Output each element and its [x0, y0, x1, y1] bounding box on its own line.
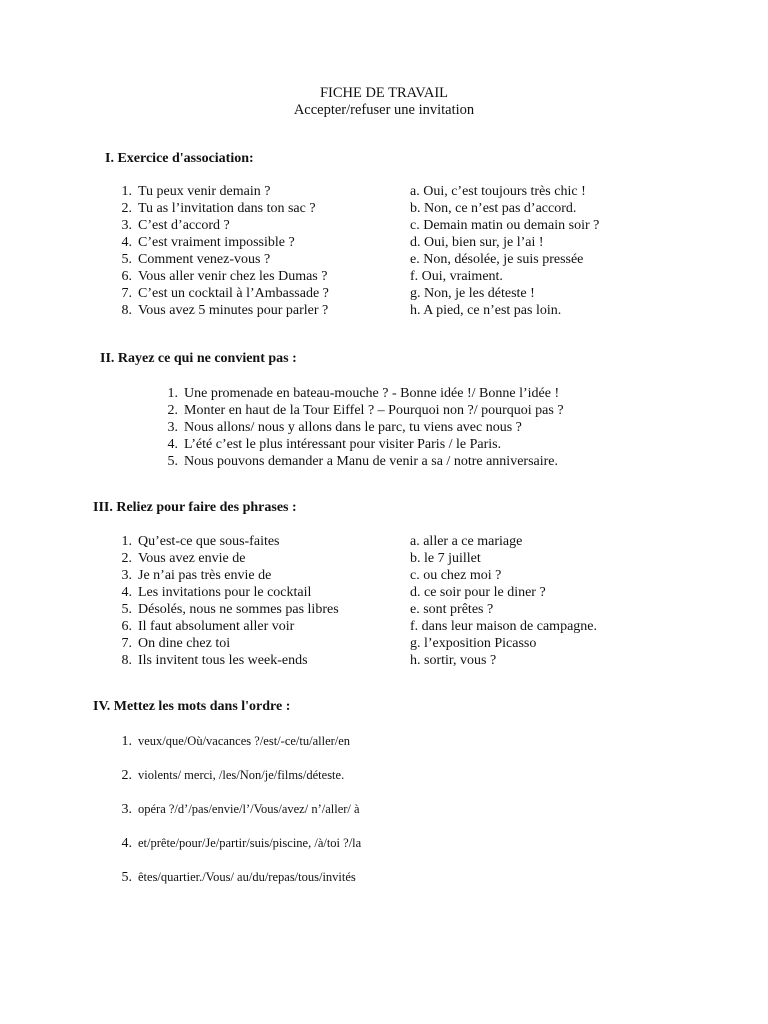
section-2-sentences	[158, 385, 638, 470]
item-number: 1.	[167, 386, 178, 401]
answer-item: h. sortir, vous ?	[410, 653, 497, 668]
section-2-heading: II. Rayez ce qui ne convient pas :	[100, 351, 297, 366]
list-item	[158, 436, 638, 453]
list-item	[158, 385, 638, 402]
item-number: 1.	[121, 184, 132, 199]
section-1-answers	[410, 183, 660, 319]
section-4-word-lists	[112, 733, 512, 903]
list-item	[112, 217, 402, 234]
item-text: Vous avez 5 minutes pour parler ?	[138, 303, 329, 318]
item-number: 3.	[121, 802, 132, 817]
list-item	[112, 533, 402, 550]
list-item	[158, 453, 638, 470]
list-item	[112, 234, 402, 251]
item-text: C’est d’accord ?	[138, 218, 230, 233]
section-4-heading: IV. Mettez les mots dans l'ordre :	[93, 699, 291, 714]
answer-item: e. Non, désolée, je suis pressée	[410, 252, 584, 267]
answer-item: a. aller a ce mariage	[410, 534, 523, 549]
list-item	[112, 767, 512, 801]
item-text: Une promenade en bateau-mouche ? - Bonne idée !/ Bonne l’idée !	[184, 386, 560, 401]
list-item	[112, 869, 512, 903]
item-number: 6.	[121, 619, 132, 634]
answer-item: f. dans leur maison de campagne.	[410, 619, 597, 634]
answer-item: f. Oui, vraiment.	[410, 269, 503, 284]
item-number: 2.	[121, 551, 132, 566]
item-text: opéra ?/d’/pas/envie/l’/Vous/avez/ n’/aller/ à	[138, 802, 360, 816]
answer-item: c. Demain matin ou demain soir ?	[410, 218, 600, 233]
item-text: Qu’est-ce que sous-faites	[138, 534, 280, 549]
section-3-heading: III. Reliez pour faire des phrases :	[93, 500, 297, 515]
item-number: 2.	[167, 403, 178, 418]
item-text: veux/que/Où/vacances ?/est/-ce/tu/aller/en	[138, 734, 351, 748]
list-item	[112, 567, 402, 584]
answer-item: a. Oui, c’est toujours très chic !	[410, 184, 586, 199]
item-text: L’été c’est le plus intéressant pour visiter Paris / le Paris.	[184, 437, 502, 452]
item-number: 2.	[121, 768, 132, 783]
answer-item: d. ce soir pour le diner ?	[410, 585, 546, 600]
page-title: FICHE DE TRAVAIL	[319, 85, 449, 101]
item-text: Vous avez envie de	[138, 551, 246, 566]
answer-item: e. sont prêtes ?	[410, 602, 494, 617]
page-subtitle: Accepter/refuser une invitation	[293, 102, 475, 118]
item-text: Il faut absolument aller voir	[138, 619, 295, 634]
item-text: et/prête/pour/Je/partir/suis/piscine, /à/toi ?/la	[138, 836, 362, 850]
answer-item: c. ou chez moi ?	[410, 568, 502, 583]
item-text: C’est vraiment impossible ?	[138, 235, 295, 250]
list-item	[112, 302, 402, 319]
item-text: On dine chez toi	[138, 636, 231, 651]
section-3-endings	[410, 533, 660, 669]
item-number: 4.	[167, 437, 178, 452]
list-item	[112, 268, 402, 285]
item-text: Tu peux venir demain ?	[138, 184, 271, 199]
item-text: Comment venez-vous ?	[138, 252, 271, 267]
item-text: violents/ merci, /les/Non/je/films/déteste.	[138, 768, 345, 782]
list-item	[112, 652, 402, 669]
list-item	[112, 733, 512, 767]
answer-item: b. le 7 juillet	[410, 551, 481, 566]
item-number: 3.	[121, 218, 132, 233]
list-item	[112, 835, 512, 869]
item-number: 7.	[121, 636, 132, 651]
item-number: 2.	[121, 201, 132, 216]
item-number: 4.	[121, 235, 132, 250]
item-number: 5.	[121, 252, 132, 267]
item-number: 4.	[121, 585, 132, 600]
item-text: Nous pouvons demander a Manu de venir a sa / notre anniversaire.	[184, 454, 558, 469]
list-item	[112, 251, 402, 268]
item-text: Ils invitent tous les week-ends	[138, 653, 308, 668]
list-item	[112, 635, 402, 652]
item-number: 1.	[121, 734, 132, 749]
item-text: Vous aller venir chez les Dumas ?	[138, 269, 328, 284]
list-item	[112, 801, 512, 835]
list-item	[112, 200, 402, 217]
section-1-heading: I. Exercice d'association:	[105, 151, 254, 166]
list-item	[112, 601, 402, 618]
list-item	[112, 584, 402, 601]
item-number: 3.	[121, 568, 132, 583]
item-number: 8.	[121, 653, 132, 668]
item-text: Nous allons/ nous y allons dans le parc, tu viens avec nous ?	[184, 420, 522, 435]
answer-item: b. Non, ce n’est pas d’accord.	[410, 201, 577, 216]
answer-item: d. Oui, bien sur, je l’ai !	[410, 235, 544, 250]
item-text: Monter en haut de la Tour Eiffel ? – Pourquoi non ?/ pourquoi pas ?	[184, 403, 564, 418]
section-1-questions	[112, 183, 402, 319]
list-item	[158, 419, 638, 436]
item-number: 5.	[121, 602, 132, 617]
item-number: 3.	[167, 420, 178, 435]
item-text: Tu as l’invitation dans ton sac ?	[138, 201, 316, 216]
item-text: êtes/quartier./Vous/ au/du/repas/tous/invités	[138, 870, 356, 884]
item-number: 1.	[121, 534, 132, 549]
answer-item: g. Non, je les déteste !	[410, 286, 535, 301]
section-3-beginnings	[112, 533, 402, 669]
item-text: Je n’ai pas très envie de	[138, 568, 272, 583]
item-number: 5.	[121, 870, 132, 885]
item-number: 6.	[121, 269, 132, 284]
item-number: 8.	[121, 303, 132, 318]
item-number: 7.	[121, 286, 132, 301]
list-item	[112, 618, 402, 635]
item-text: Désolés, nous ne sommes pas libres	[138, 602, 339, 617]
list-item	[112, 285, 402, 302]
list-item	[158, 402, 638, 419]
item-number: 5.	[167, 454, 178, 469]
answer-item: g. l’exposition Picasso	[410, 636, 537, 651]
item-text: C’est un cocktail à l’Ambassade ?	[138, 286, 329, 301]
list-item	[112, 550, 402, 567]
list-item	[112, 183, 402, 200]
answer-item: h. A pied, ce n’est pas loin.	[410, 303, 562, 318]
item-text: Les invitations pour le cocktail	[138, 585, 312, 600]
item-number: 4.	[121, 836, 132, 851]
